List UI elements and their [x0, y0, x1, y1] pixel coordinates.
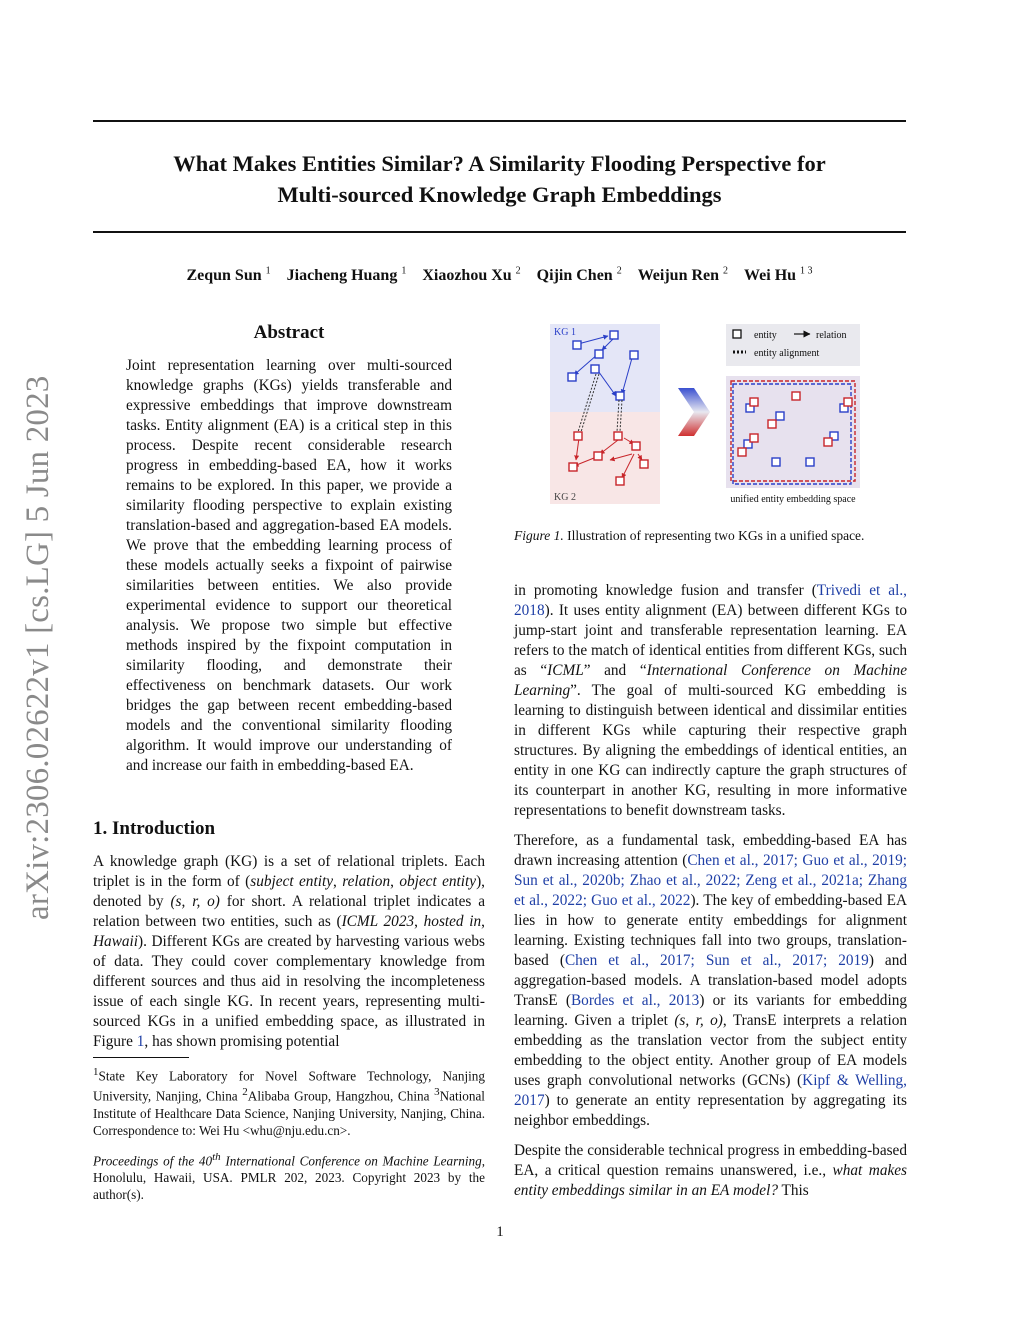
intro-paragraph-right-3: Despite the considerable technical progress in embedding-based EA, a critical question remains unanswered, i.e., what makes entity embeddings similar in an EA model? This [514, 1142, 907, 1199]
citation-link[interactable]: Kipf & Welling, 2017 [514, 1072, 907, 1109]
kg1-entity [591, 365, 599, 373]
abstract-text: Joint representation learning over multi-sourced knowledge graphs (KGs) yields transferable and expressive embeddings that improve downstream tasks. Entity alignment (EA) is a critical step in this process. Despite recent considerable research progress in embedding-based EA, how it works remains to be explored. In this paper, we provide a similarity flooding perspective to explain existing translation-based and aggregation-based EA models. We prove that the embedding learning process of these models actually seeks a fixpoint of pairwise similarities between entities. We also provide experimental evidence to support our theoretical analysis. We propose two simple but effective methods inspired by the fixpoint computation in similarity flooding, and demonstrate their effectiveness on benchmark datasets. Our work bridges the gap between recent embedding-based models and the conventional similarity flooding algorithm. It would improve our understanding of and increase our faith in embedding-based EA. [126, 357, 452, 774]
unified-entity-kg1 [772, 458, 780, 466]
unified-entity-kg1 [776, 412, 784, 420]
citation-link[interactable]: Chen et al., 2017; Guo et al., 2019; Sun et al., 2020b; Zhao et al., 2022; Zeng et al., 2021a; Zhang et al., 2022; Guo et al., 2022 [514, 852, 907, 909]
kg2-entity [616, 477, 624, 485]
math-triplet: (s, r, o) [674, 1012, 723, 1029]
author-list [93, 266, 906, 285]
kg1-entity [610, 331, 618, 339]
affiliation-footnote: $^1$State Key Laboratory for Novel Software Technology, Nanjing University, Nanjing, China $^2$Alibaba Group, Hangzhou, China $^3$National Institute of Healthcare Data Science, Nanjing University, Nanjing, China. Correspondence to: Wei Hu <whu@nju.edu.cn>. [93, 1066, 485, 1138]
title-line-1: What Makes Entities Similar? A Similarity Flooding Perspective for [173, 151, 826, 176]
author: Zequn Sun $^1$ [186, 266, 271, 285]
legend-entity: entity [754, 330, 777, 341]
kg1-entity [595, 350, 603, 358]
kg2-entity [640, 460, 648, 468]
kg2-label: KG 2 [554, 492, 576, 503]
footnote-rule [93, 1057, 189, 1058]
unified-entity-kg2 [824, 438, 832, 446]
kg1-entity [568, 373, 576, 381]
proceedings-note: Proceedings of the 40th International Conference on Machine Learning, Honolulu, Hawaii, USA. PMLR 202, 2023. Copyright 2023 by the author(s). [93, 1151, 485, 1203]
kg2-entity [574, 432, 582, 440]
citation-link[interactable]: Bordes et al., 2013 [570, 992, 700, 1009]
unified-entity-kg1 [806, 458, 814, 466]
unified-entity-kg2 [750, 398, 758, 406]
unified-entity-kg2 [768, 420, 776, 428]
intro-paragraph: A knowledge graph (KG) is a set of relational triplets. Each triplet is in the form of (subject entity, relation, object entity), denoted by (s, r, o) for short. A relational triplet indicates a relation between two entities, such as (ICML 2023, hosted in, Hawaii). Different KGs are created by harvesting various webs of data. They could cover complementary knowledge from different sources and thus aid in resolving the incompleteness issue of each single KG. In recent years, representing multi-sourced KGs in a unified embedding space, as illustrated in Figure 1, has shown promising potential [93, 853, 486, 1050]
kg1-entity [630, 351, 638, 359]
unified-entity-kg2 [844, 398, 852, 406]
author: Xiaozhou Xu $^2$ [422, 266, 521, 285]
kg1-entity [573, 341, 581, 349]
kg1-entity [616, 392, 624, 400]
kg2-entity [569, 463, 577, 471]
abstract-heading: Abstract [253, 322, 325, 343]
unified-entity-kg2 [792, 392, 800, 400]
figure-reference-link[interactable]: 1 [136, 1033, 145, 1050]
author: Jiacheng Huang $^1$ [286, 266, 407, 285]
arxiv-stamp: arXiv:2306.02622v1 [cs.LG] 5 Jun 2023 [20, 375, 56, 920]
kg1-label: KG 1 [554, 327, 576, 338]
author: Qijin Chen $^2$ [536, 266, 622, 285]
figure-kg-illustration [550, 320, 870, 510]
citation-link[interactable]: Trivedi et al., 2018 [514, 582, 907, 619]
unified-entity-kg2 [738, 448, 746, 456]
kg2-entity [594, 452, 602, 460]
kg2-entity [614, 432, 622, 440]
kg2-entity [632, 442, 640, 450]
arrow-to-unified-space-icon [678, 388, 710, 436]
intro-paragraph-right-1: in promoting knowledge fusion and transfer (Trivedi et al., 2018). It uses entity alignment (EA) between different KGs to jump-start joint and transferable representation learning. EA refers to the match of identical entities from different KGs, such as “ICML” and “International Conference on Machine Learning”. The goal of multi-sourced KG embedding is learning to distinguish between identical and dissimilar entities in different KGs while capturing their respective graph structures. By aligning the embeddings of identical entities, an entity in one KG can indirectly capture the graph structures of its counterpart in another KG, resulting in more informative representations to benefit downstream tasks. [514, 582, 907, 819]
legend-relation: relation [816, 330, 847, 341]
author: Wei Hu $^{1 3}$ [744, 266, 813, 285]
math-triplet: (s, r, o) [170, 893, 220, 910]
title-line-2: Multi-sourced Knowledge Graph Embeddings [277, 182, 722, 207]
page-number: 1 [496, 1224, 504, 1240]
top-rule [93, 120, 906, 122]
intro-paragraph-right-2: Therefore, as a fundamental task, embedding-based EA has drawn increasing attention (Chen et al., 2017; Guo et al., 2019; Sun et al., 2020b; Zhao et al., 2022; Zeng et al., 2021a; Zhang et al., 2022; Guo et al., 2022). The key of embedding-based EA lies in how to generate entity embeddings for alignment learning. Existing techniques fall into two groups, translation-based (Chen et al., 2017; Sun et al., 2017; 2019) and aggregation-based models. A translation-based model adopts TransE (Bordes et al., 2013) or its variants for embedding learning. Given a triplet (s, r, o), TransE interprets a relation embedding as the translation vector from the subject entity embedding to the object entity. Another group of EA models uses graph convolutional networks (GCNs) (Kipf & Welling, 2017) to generate an entity representation by aggregating its neighbor embeddings. [514, 832, 907, 1129]
section-heading-introduction: 1. Introduction [93, 818, 216, 839]
figure-caption: Figure 1. Illustration of representing two KGs in a unified space. [514, 528, 865, 543]
legend-alignment: entity alignment [754, 348, 820, 359]
unified-entity-kg2 [750, 434, 758, 442]
citation-link[interactable]: Chen et al., 2017; Sun et al., 2017; 2019 [564, 952, 869, 969]
author: Weijun Ren $^2$ [637, 266, 729, 285]
title-bottom-rule [93, 231, 906, 233]
kg2-panel [550, 412, 660, 504]
paper-title [93, 148, 906, 210]
unified-space-label: unified entity embedding space [730, 494, 856, 505]
